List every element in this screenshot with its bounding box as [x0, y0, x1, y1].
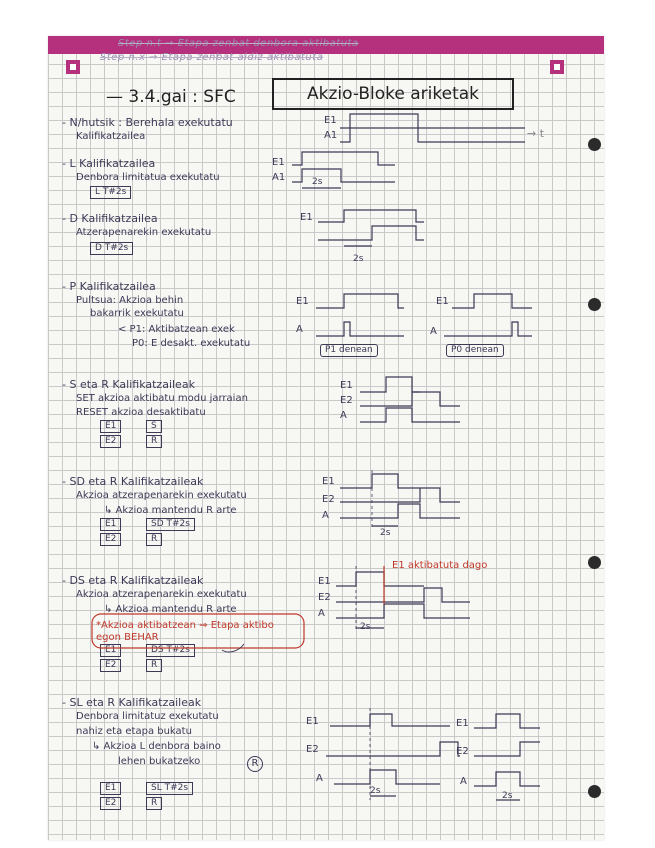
dimension-label: 2s — [360, 622, 371, 632]
signal-label: E2 — [322, 494, 335, 505]
section-sd-line: ↳ Akzioa mantendu R arte — [104, 505, 237, 516]
signal-label: E1 — [306, 716, 319, 727]
binder-hole — [588, 298, 601, 311]
ds-red-note: E1 aktibatuta dago — [392, 560, 488, 571]
dimension-label: 2s — [370, 786, 381, 796]
corner-marker-right — [550, 60, 564, 74]
dimension-label: 2s — [312, 177, 323, 187]
section-n-line: Kalifikatzailea — [76, 131, 146, 142]
pulse-label-box: P0 denean — [446, 344, 504, 357]
dimension-label: 2s — [502, 791, 513, 801]
section-ds-line: Akzioa atzerapenarekin exekutatu — [76, 589, 247, 600]
step-box: E2 — [100, 797, 121, 810]
signal-label: E1 — [456, 718, 469, 729]
signal-label: A1 — [324, 130, 338, 141]
header-note-1: Step n.t → Etapa zenbat denbora aktibatuta — [118, 38, 359, 49]
signal-label: A — [430, 326, 437, 337]
step-box: E1 — [100, 420, 121, 433]
signal-label: E1 — [340, 380, 353, 391]
signal-label: E1 — [300, 212, 313, 223]
step-box: E1 — [100, 518, 121, 531]
section-p-line: bakarrik exekutatu — [90, 308, 184, 319]
section-sl-line: nahiz eta etapa bukatu — [76, 726, 192, 737]
header-note-2: Step n.x → Etapa zenbat aldiz aktibatuta — [100, 52, 324, 63]
binder-hole — [588, 785, 601, 798]
step-box: E2 — [100, 533, 121, 546]
binder-hole — [588, 138, 601, 151]
section-n-title: - N/hutsik : Berehala exekutatu — [62, 116, 233, 129]
section-p-line: P0: E desakt. exekutatu — [132, 338, 251, 349]
signal-label: A — [296, 324, 303, 335]
circled-r: R — [247, 756, 263, 772]
action-box: SL T#2s — [146, 782, 193, 795]
signal-label: A — [318, 608, 325, 619]
signal-label: A — [322, 510, 329, 521]
time-axis-label: → t — [527, 127, 545, 140]
signal-label: E1 — [318, 576, 331, 587]
action-block-box: D T#2s — [90, 242, 133, 255]
section-sr-line: RESET akzioa desaktibatu — [76, 407, 206, 418]
section-ds-title: - DS eta R Kalifikatzaileak — [62, 574, 204, 587]
section-sl-title: - SL eta R Kalifikatzaileak — [62, 696, 202, 709]
corner-marker-left — [66, 60, 80, 74]
action-box: SD T#2s — [146, 518, 195, 531]
section-ds-line: ↳ Akzioa mantendu R arte — [104, 604, 237, 615]
step-box: E1 — [100, 782, 121, 795]
dimension-label: 2s — [380, 528, 391, 538]
signal-label: E2 — [306, 744, 319, 755]
dimension-label: 2s — [353, 254, 364, 264]
signal-label: A — [460, 776, 467, 787]
ds-warning-note: *Akzioa aktibatzean ⇒ Etapa aktibo egon BEHAR — [96, 620, 274, 643]
section-sr-line: SET akzioa aktibatu modu jarraian — [76, 393, 248, 404]
signal-label: E2 — [456, 746, 469, 757]
page-title: — 3.4.gai : SFC — [106, 87, 236, 107]
section-d-title: - D Kalifikatzailea — [62, 212, 158, 225]
signal-label: A1 — [272, 172, 286, 183]
signal-label: E1 — [272, 157, 285, 168]
section-sl-line: lehen bukatzeko — [118, 756, 201, 767]
section-l-title: - L Kalifikatzailea — [62, 157, 156, 170]
signal-label: E2 — [340, 395, 353, 406]
action-box: R — [146, 435, 162, 448]
section-sd-line: Akzioa atzerapenarekin exekutatu — [76, 490, 247, 501]
section-sl-line: Denbora limitatuz exekutatu — [76, 711, 219, 722]
signal-label: E1 — [296, 296, 309, 307]
action-block-box: L T#2s — [90, 186, 131, 199]
action-box: R — [146, 659, 162, 672]
pulse-label-box: P1 denean — [320, 344, 378, 357]
section-sd-title: - SD eta R Kalifikatzaileak — [62, 475, 204, 488]
signal-label: A — [316, 773, 323, 784]
signal-label: E1 — [436, 296, 449, 307]
section-sr-title: - S eta R Kalifikatzaileak — [62, 378, 195, 391]
section-p-line: < P1: Aktibatzean exek — [118, 324, 235, 335]
section-sl-line: ↳ Akzioa L denbora baino — [92, 741, 221, 752]
step-box: E2 — [100, 435, 121, 448]
section-p-line: Pultsua: Akzioa behin — [76, 295, 184, 306]
signal-label: E2 — [318, 592, 331, 603]
signal-label: E1 — [322, 476, 335, 487]
section-d-line: Atzerapenarekin exekutatu — [76, 227, 212, 238]
action-box: R — [146, 797, 162, 810]
step-box: E2 — [100, 659, 121, 672]
step-box: E1 — [100, 644, 121, 657]
signal-label: A — [340, 410, 347, 421]
section-l-line: Denbora limitatua exekutatu — [76, 172, 220, 183]
action-box: DS T#2s — [146, 644, 195, 657]
action-box: R — [146, 533, 162, 546]
binder-hole — [588, 556, 601, 569]
signal-label: E1 — [324, 115, 337, 126]
action-box: S — [146, 420, 162, 433]
boxed-title: Akzio-Bloke ariketak — [272, 78, 514, 110]
section-p-title: - P Kalifikatzailea — [62, 280, 156, 293]
